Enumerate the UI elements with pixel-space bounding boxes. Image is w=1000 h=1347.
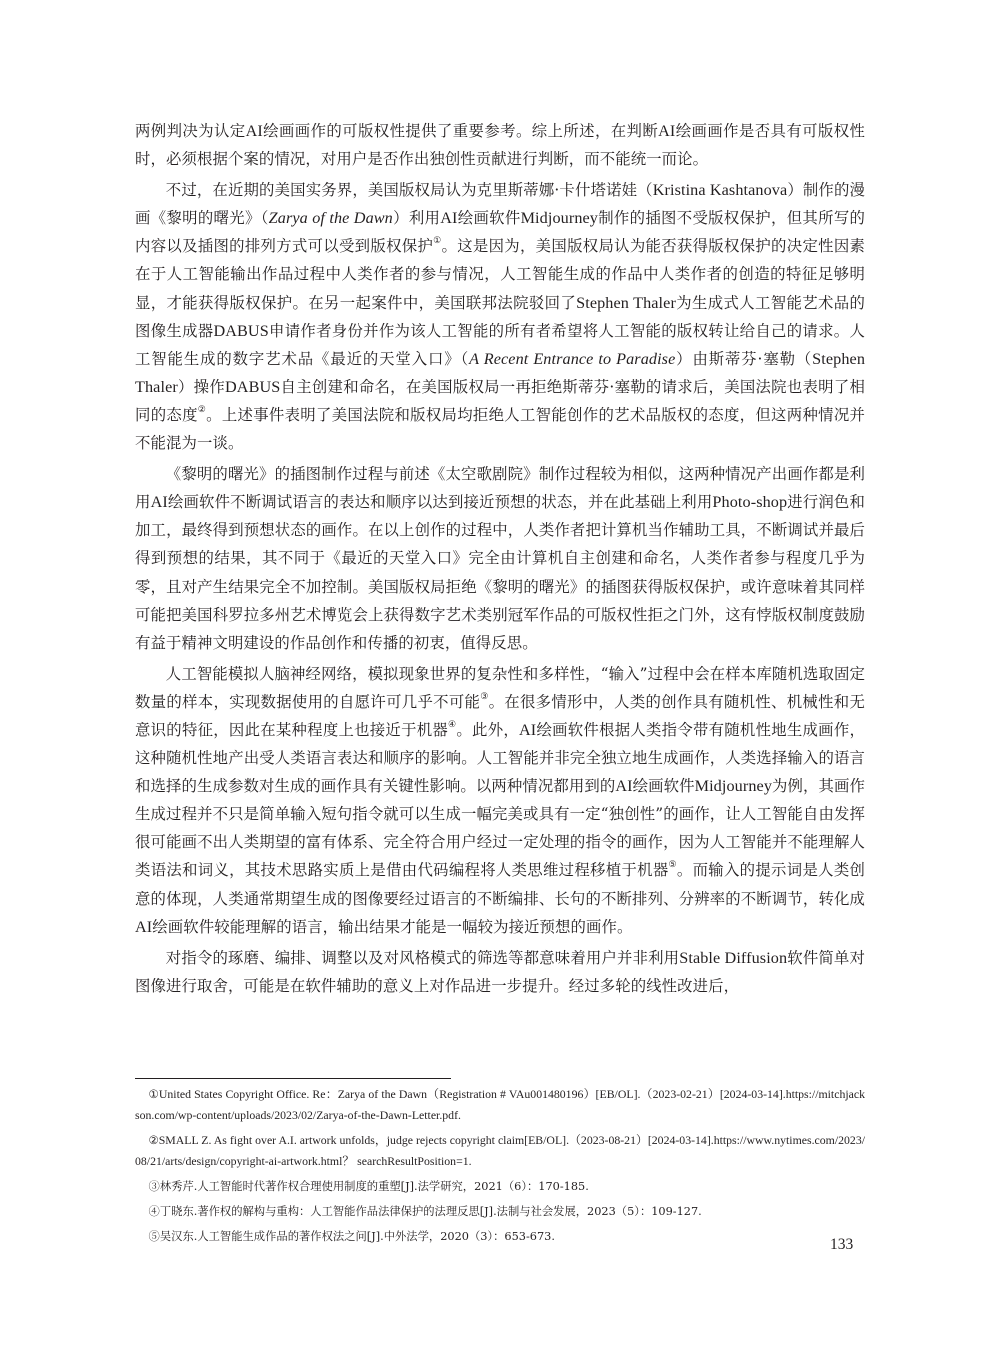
text-run: DABUS <box>213 321 269 340</box>
text-run: SMALL Z. As fight over A.I. artwork unfolds，judge rejects copyright claim[EB/OL].（2023-08-21）[2024-03-14].https://www.nytimes.com/2023/08/21/arts/design/copyright-ai-artwork.html？ searchResultPosition=1. <box>135 1133 865 1168</box>
footnotes <box>135 1084 865 1251</box>
text-run: AI <box>519 720 537 739</box>
text-run: 。在很多情形中，人类的创作具有随机性、机械性和无意识的特征，因此在某种程度上也接近于机器 <box>135 692 865 739</box>
footnote <box>135 1130 865 1172</box>
text-run: 绘画软件根据人类指令带有随机性地生成画作，这种随机性地产出受人类语言表达和顺序的影响。人工智能并非完全独立地生成画作，人类选择输入的语言和选择的生成参数对生成的画作具有关键性影响。以两种情况都用到的 <box>135 720 865 796</box>
footnote-divider <box>135 1078 451 1079</box>
paragraph <box>135 660 865 941</box>
text-run: ⑤吴汉东.人工智能生成作品的著作权法之问[J].中外法学，2020（3）：653-673. <box>148 1230 555 1243</box>
text-run: 绘画画作的可版权性提供了重要参考。综上所述，在判断 <box>262 122 659 140</box>
text-run: Photo-shop <box>712 493 788 512</box>
text-run: AI <box>440 209 458 228</box>
text-run: AI <box>135 917 153 936</box>
text-run: 绘画软件 <box>457 209 521 228</box>
footnote-marker: ② <box>197 404 207 415</box>
footnote <box>135 1176 865 1197</box>
text-run: 绘画软件较能理解的语言，输出结果才能是一幅较为接近预想的画作。 <box>152 917 633 936</box>
text-run: AI <box>658 122 676 140</box>
text-run: 进行润色和加工，最终得到预想状态的画作。在以上创作的过程中，人类作者把计算机当作辅助工具，不断调试并最后得到预想的结果，其不同于《最近的天堂入口》完全由计算机自主创建和命名，人类作者参与程度几乎为零，且对产生结果完全不加控制。美国版权局拒绝《黎明的曙光》的插图获得版权保护，或许意味着其同样可能把美国科罗拉多州艺术博览会上获得数字艺术类别冠军作品的可版权性拒之门外，这有悖版权制度鼓励有益于精神文明建设的作品创作和传播的初衷，值得反思。 <box>135 493 865 652</box>
text-run: 自主创建和命名，在美国版权局一再拒绝斯蒂芬·塞勒的请求后，美国法院也表明了相同的态度 <box>135 377 865 424</box>
text-run: 《黎明的曙光》的插图制作过程与前述《太空歌剧院》制作过程较为相似，这两种情况产出画作都是利用 <box>135 465 865 512</box>
text-run: AI <box>245 122 263 140</box>
text-run: ）操作 <box>177 377 225 396</box>
text-run: 绘画软件不断调试语言的表达和顺序以达到接近预想的状态，并在此基础上利用 <box>167 493 713 512</box>
footnote <box>135 1201 865 1222</box>
footnote-marker: ④ <box>448 719 457 730</box>
text-run: 绘画软件 <box>632 777 695 796</box>
text-run: AI <box>615 777 633 796</box>
text-run: Stephen Thaler <box>576 293 676 312</box>
body-text <box>135 117 865 1000</box>
text-run: 为生成式人工智能艺术品的图像生成器 <box>135 293 865 340</box>
text-run: ③林秀芹.人工智能时代著作权合理使用制度的重塑[J].法学研究，2021（6）：170-185. <box>148 1180 589 1193</box>
text-run: DABUS <box>225 377 281 396</box>
text-run: 绘画画作是否具有可版权性时，必须根据个案的情况，对用户是否作出独创性贡献进行判断，而不能统一而论。 <box>135 122 865 169</box>
italic-title: A Recent Entrance to Paradise <box>469 349 676 368</box>
paragraph <box>135 944 865 1000</box>
text-run: ）制作的漫画《黎明的曙光》（ <box>135 181 865 228</box>
footnote <box>135 1084 865 1126</box>
text-run: 。这是因为，美国版权局认为能否获得版权保护的决定性因素在于人工智能输出作品过程中人类作者的参与情况，人工智能生成的作品中人类作者的创造的特征足够明显，才能获得版权保护。在另一起案件中，美国联邦法院驳回了 <box>135 237 866 312</box>
footnote-marker: ① <box>433 236 442 247</box>
text-run: 。此外， <box>456 720 519 739</box>
text-run: Midjourney <box>694 777 773 796</box>
footnote-marker: ③ <box>480 691 489 702</box>
text-run: 不过，在近期的美国实务界，美国版权局认为克里斯蒂娜·卡什塔诺娃（ <box>165 181 653 200</box>
text-run: ④丁晓东.著作权的解构与重构：人工智能作品法律保护的法理反思[J].法制与社会发展，2023（5）：109-127. <box>148 1205 702 1218</box>
text-run: 人工智能模拟人脑神经网络，模拟现象世界的复杂性和多样性，“输入”过程中会在样本库随机选取固定数量的样本，实现数据使用的自愿许可几乎不可能 <box>135 664 865 711</box>
text-run: Stephen Thaler <box>135 349 866 396</box>
footnote <box>135 1226 865 1247</box>
text-run: United States Copyright Office. Re：Zarya of the Dawn（Registration # VAu001480196）[EB/OL].（2023-02-21）[2024-03-14].https://mitchjackson.com/wp-content/uploads/2023/02/Zarya-of-the-Dawn-Letter.pdf. <box>135 1087 865 1122</box>
page-number: 133 <box>830 1236 854 1253</box>
text-run: 为例，其画作生成过程并不只是简单输入短句指令就可以生成一幅完美或具有一定“独创性”的画作，让人工智能自由发挥很可能画不出人类期望的富有体系、完全符合用户经过一定处理的指令的画作，因为人工智能并不能理解人类语法和词义，其技术思路实质上是借由代码编程将人类思维过程移植于机器 <box>135 777 865 880</box>
text-run: ）由斯蒂芬·塞勒（ <box>675 349 813 368</box>
text-run: Kristina Kashtanova <box>652 181 788 200</box>
text-run: 对指令的琢磨、编排、调整以及对风格模式的筛选等都意味着用户并非利用 <box>165 948 680 967</box>
paragraph <box>135 176 865 457</box>
text-run: Stable Diffusion <box>679 948 788 967</box>
text-run: 两例判决为认定 <box>135 122 246 140</box>
text-run: ）利用 <box>392 209 441 228</box>
text-run: 软件简单对图像进行取舍，可能是在软件辅助的意义上对作品进一步提升。经过多轮的线性改进后， <box>135 948 865 995</box>
footnote-marker: ⑤ <box>668 860 677 871</box>
text-run: 。上述事件表明了美国法院和版权局均拒绝人工智能创作的艺术品版权的态度，但这两种情况并不能混为一谈。 <box>135 405 866 453</box>
text-run: 申请作者身份并作为该人工智能的所有者希望将人工智能的版权转让给自己的请求。人工智能生成的数字艺术品《最近的天堂入口》（ <box>135 321 865 368</box>
text-run: ② <box>148 1134 159 1147</box>
text-run: 制作的插图不受版权保护，但其所写的内容以及插图的排列方式可以受到版权保护 <box>135 209 866 256</box>
text-run: Midjourney <box>520 209 598 228</box>
paragraph <box>135 117 865 173</box>
italic-title: Zarya of the Dawn <box>268 209 393 228</box>
text-run: ① <box>148 1088 159 1101</box>
text-run: AI <box>150 493 168 512</box>
paragraph <box>135 460 865 657</box>
text-run: 。而输入的提示词是人类创意的体现，人类通常期望生成的图像要经过语言的不断编排、长句的不断排列、分辨率的不断调节，转化成 <box>135 861 866 908</box>
